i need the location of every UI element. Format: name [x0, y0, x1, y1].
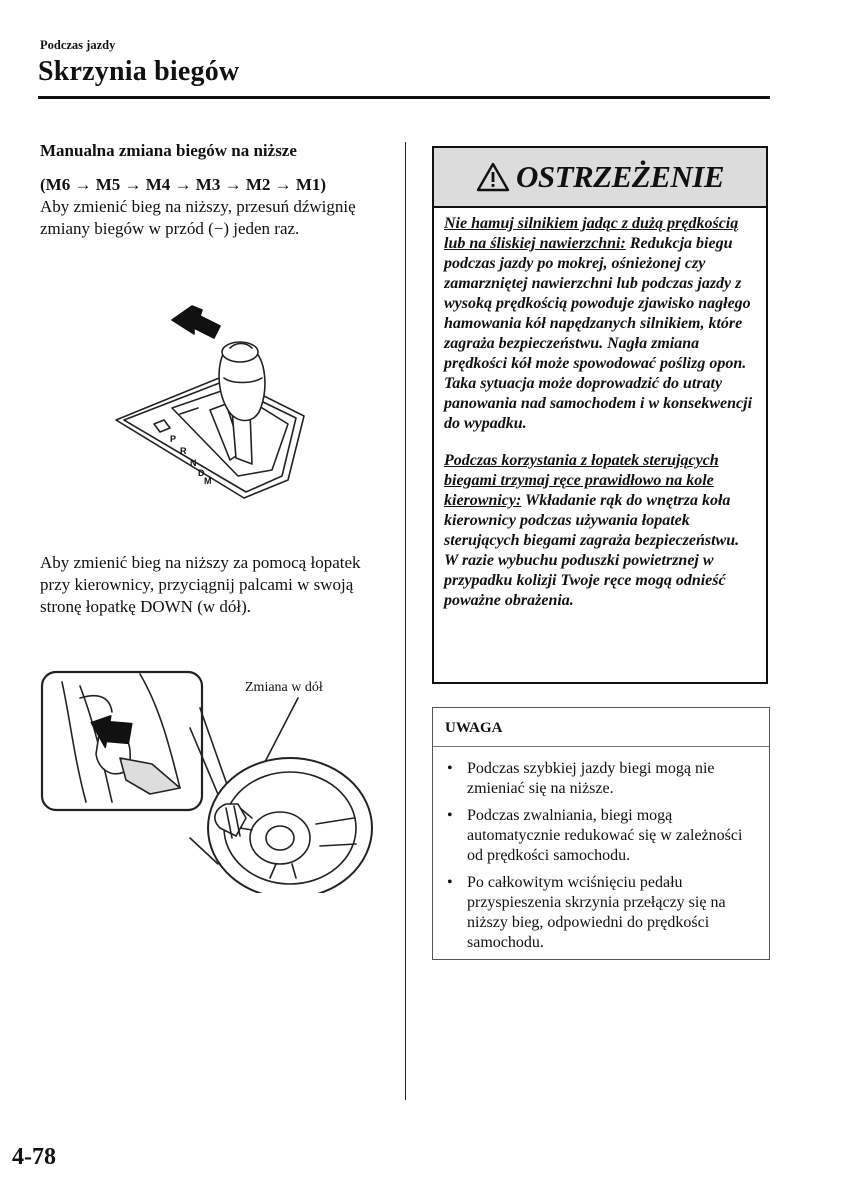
warning-header	[434, 148, 766, 208]
warning-body	[434, 208, 766, 611]
warning-heading-2: Podczas korzystania z łopatek sterujących biegami trzymaj ręce prawidłowo na kole kierownicy:	[444, 452, 719, 509]
title-rule	[38, 96, 770, 99]
warning-triangle-icon	[476, 162, 510, 192]
shift-mark-d: D	[198, 468, 205, 478]
note-item: • Podczas szybkiej jazdy biegi mogą nie zmieniać się na niższe.	[445, 759, 759, 799]
paragraph-paddle: Aby zmienić bieg na niższy za pomocą łopatek przy kierownicy, przyciągnij palcami w swoją stronę łopatkę DOWN (w dół).	[40, 553, 361, 616]
page-title: Skrzynia biegów	[38, 56, 240, 87]
steering-wheel-illustration	[40, 668, 400, 893]
warning-box	[432, 146, 768, 684]
forward-arrow-icon	[172, 306, 220, 338]
column-divider	[405, 142, 406, 1100]
shift-mark-p: P	[170, 434, 177, 444]
section-label: Podczas jazdy	[40, 38, 116, 52]
shift-mark-r: R	[180, 446, 187, 456]
note-box	[432, 707, 770, 960]
paragraph-lever: Aby zmienić bieg na niższy, przesuń dźwignię zmiany biegów w przód (−) jeden raz.	[40, 197, 356, 238]
warning-block-engine-braking	[444, 214, 756, 434]
note-item: • Po całkowitym wciśnięciu pedału przyspieszenia skrzynia przełączy się na niższy bieg, odpowiedni do prędkości samochodu.	[445, 873, 759, 953]
note-title: UWAGA	[433, 708, 769, 747]
page-number: 4-78	[12, 1144, 56, 1170]
note-item: • Podczas zwalniania, biegi mogą automatycznie redukować się w zależności od prędkości samochodu.	[445, 806, 759, 866]
steering-wheel	[190, 758, 372, 893]
downshift-callout-label: Zmiana w dół	[245, 680, 323, 695]
warning-heading-1: Nie hamuj silnikiem jadąc z dużą prędkością lub na śliskiej nawierzchni:	[444, 215, 739, 252]
warning-block-paddles	[444, 451, 756, 611]
shift-mark-n: N	[190, 458, 197, 468]
warning-text-1: Redukcja biegu podczas jazdy po mokrej, ośnieżonej czy zamarzniętej nawierzchni lub podczas jazdy z wysoką prędkością powoduje zjawisko nagłego hamowania kół napędzanych silnikiem, które zagraża bezpieczeństwu. Nagła zmiana prędkości kół może spowodować poślizg opon. Taka sytuacja może doprowadzić do utraty panowania nad samochodem i w konsekwencji do wypadku.	[444, 235, 753, 432]
warning-text-2: Wkładanie rąk do wnętrza koła kierownicy podczas używania łopatek sterujących biegami zagraża bezpieczeństwu. W razie wybuchu poduszki powietrznej w przypadku kolizji Twoje ręce mogą odnieść poważne obrażenia.	[444, 492, 740, 609]
left-column-text	[40, 140, 390, 240]
gear-sequence: (M6 → M5 → M4 → M3 → M2 → M1)	[40, 175, 327, 194]
paddle-paragraph-wrap	[40, 552, 390, 618]
shift-mark-m: M	[204, 476, 212, 486]
warning-title: OSTRZEŻENIE	[515, 159, 725, 194]
note-list	[433, 747, 769, 953]
subheading: Manualna zmiana biegów na niższe	[40, 141, 297, 160]
gear-shifter-illustration	[112, 298, 312, 510]
